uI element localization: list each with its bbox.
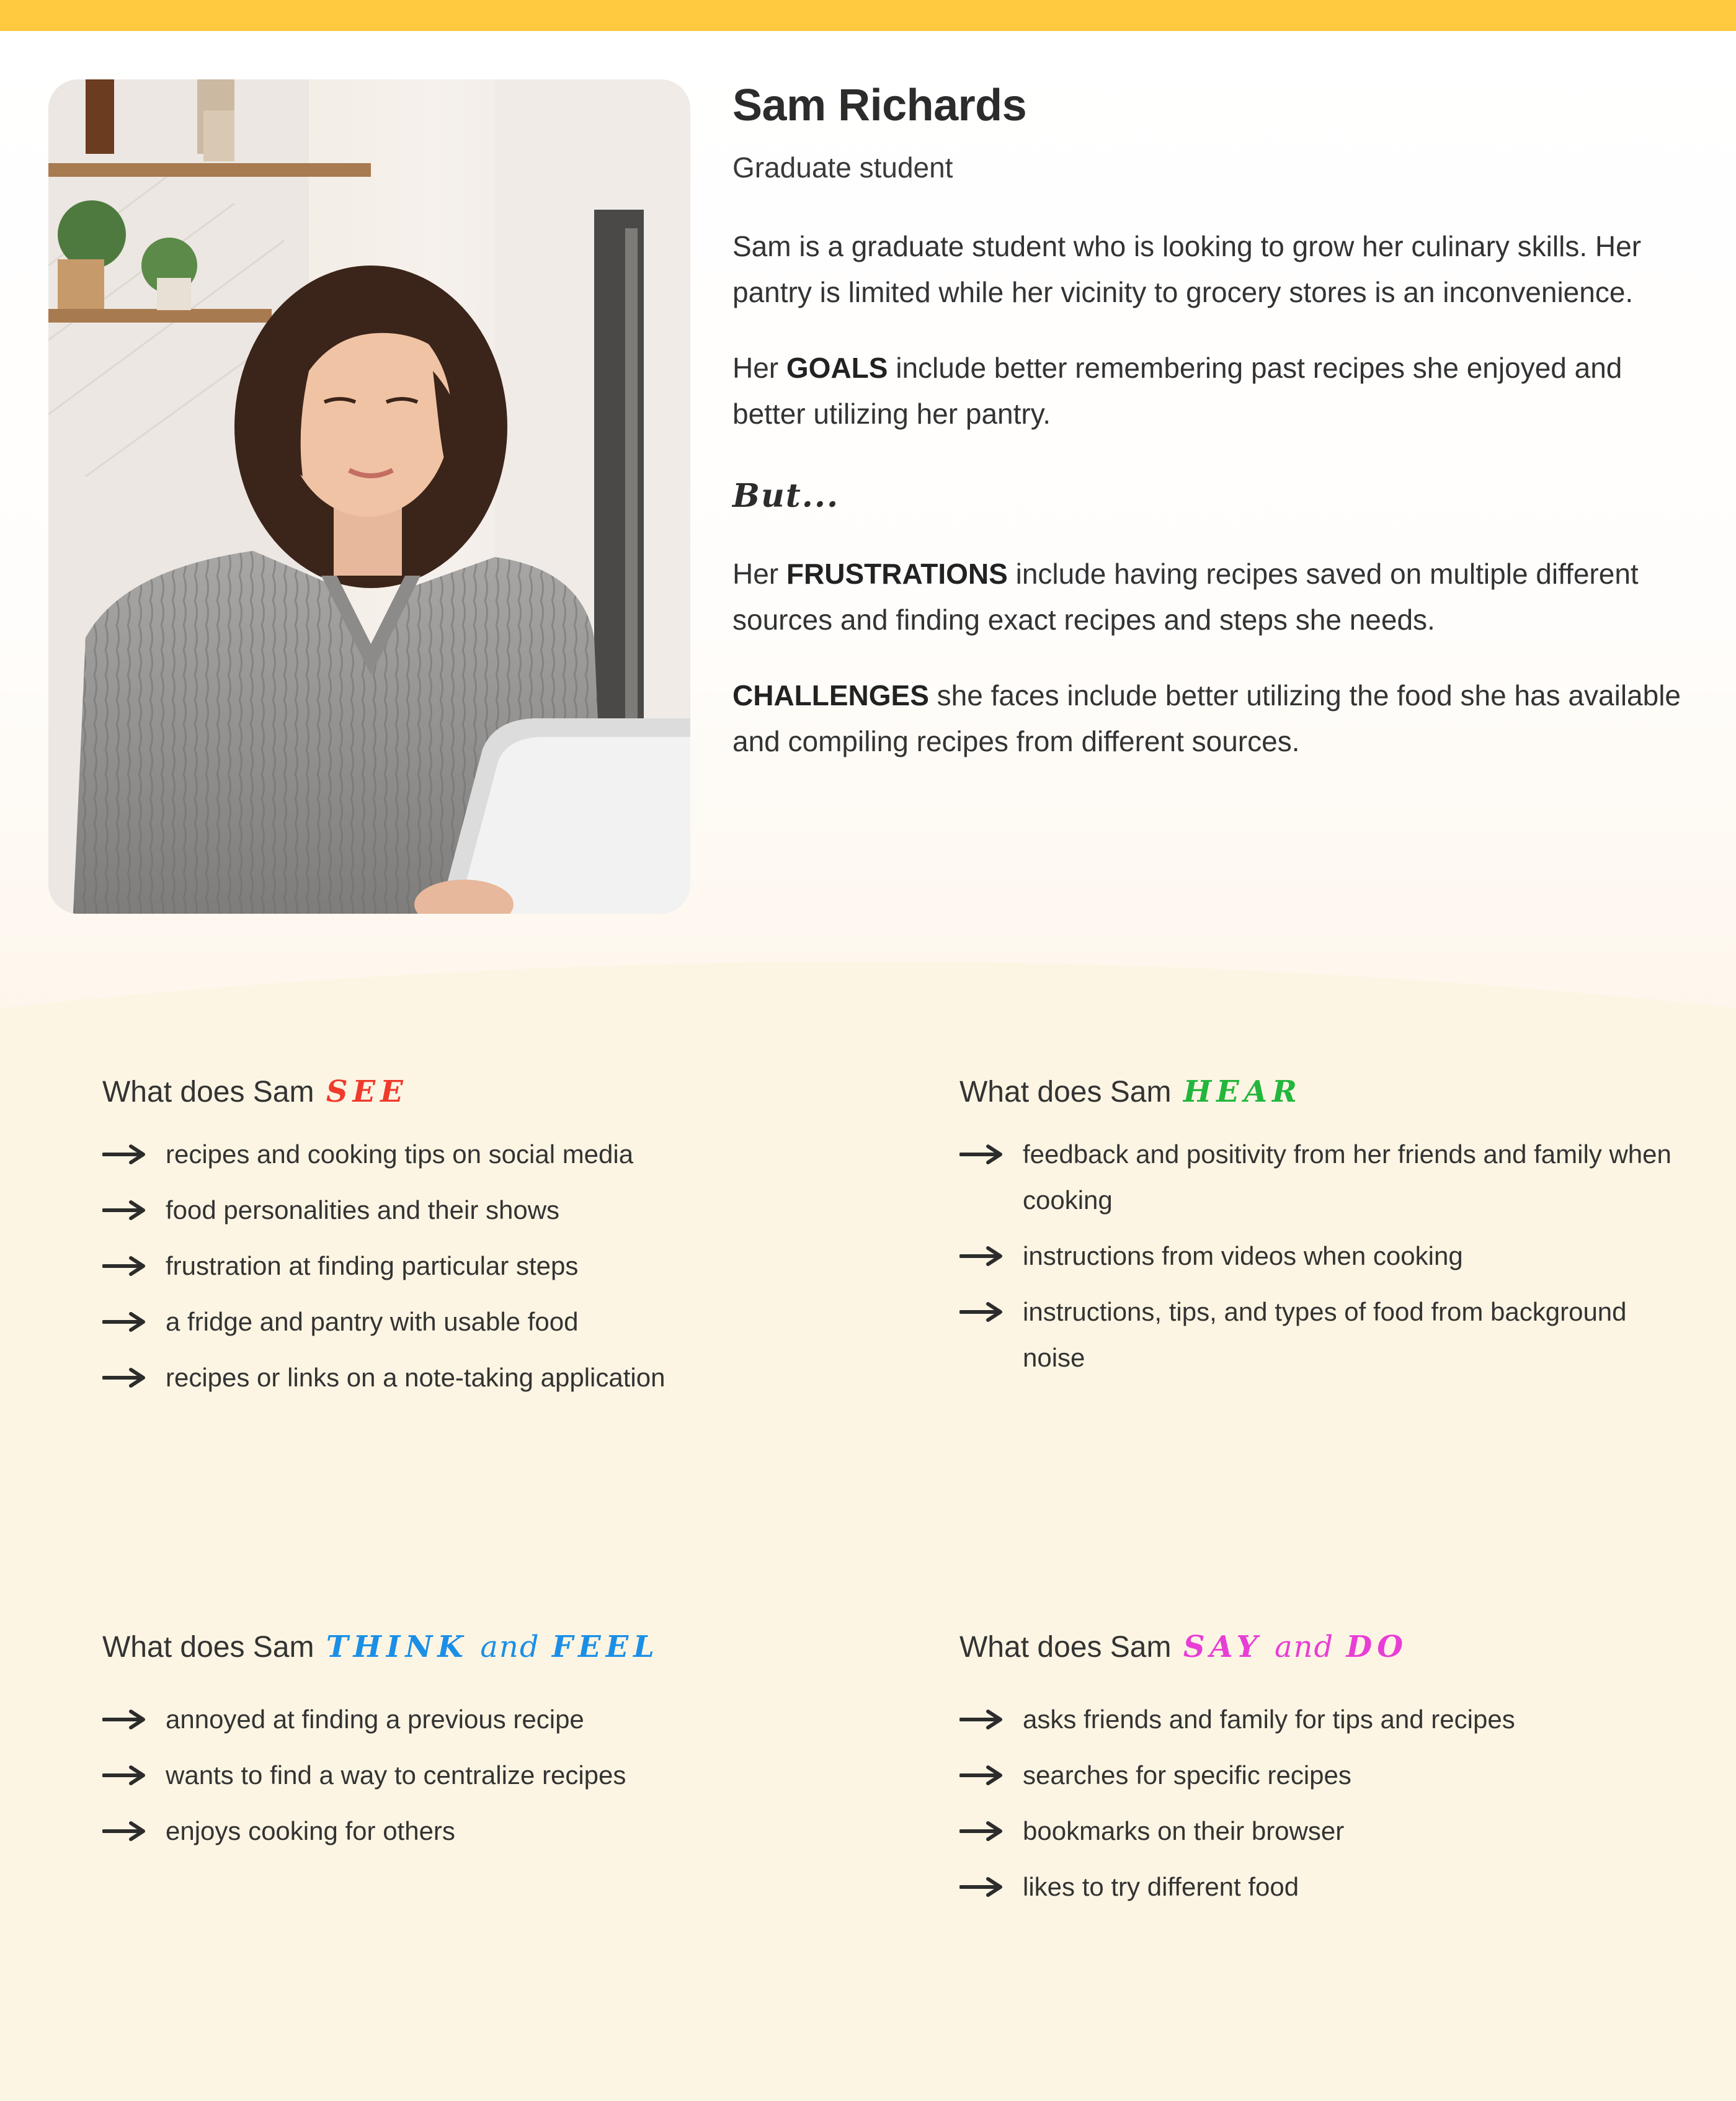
list-item bbox=[959, 1289, 1679, 1381]
goals-keyword: GOALS bbox=[786, 352, 888, 384]
list-item-text: enjoys cooking for others bbox=[166, 1816, 455, 1845]
list-item bbox=[102, 1131, 822, 1177]
persona-goals bbox=[732, 345, 1700, 437]
hear-list bbox=[959, 1131, 1679, 1381]
persona-challenges bbox=[732, 672, 1700, 764]
hear-section bbox=[959, 1070, 1679, 1391]
say-do-title bbox=[959, 1625, 1679, 1669]
hear-title-prefix: What does Sam bbox=[959, 1076, 1180, 1108]
arrow-right-icon bbox=[102, 1765, 147, 1786]
arrow-right-icon bbox=[102, 1709, 147, 1730]
challenges-text: she faces include better utilizing the food she has available and compiling recipes from different sources. bbox=[732, 679, 1681, 757]
persona-photo-illustration bbox=[48, 79, 690, 914]
think-accent: THINK bbox=[326, 1630, 468, 1664]
list-item-text: bookmarks on their browser bbox=[1023, 1816, 1345, 1845]
list-item bbox=[959, 1131, 1679, 1223]
do-accent: DO bbox=[1346, 1630, 1408, 1664]
list-item-text: searches for specific recipes bbox=[1023, 1760, 1351, 1790]
persona-description: Sam is a graduate student who is looking to grow her culinary skills. Her pantry is limited while her vicinity to grocery stores is an inconvenience. bbox=[732, 230, 1642, 308]
arrow-right-icon bbox=[959, 1876, 1004, 1898]
top-accent-bar bbox=[0, 0, 1736, 31]
think-feel-and: and bbox=[480, 1630, 540, 1664]
list-item-text: feedback and positivity from her friends and family when cooking bbox=[1023, 1140, 1671, 1215]
see-list bbox=[102, 1131, 822, 1401]
list-item bbox=[102, 1752, 822, 1798]
list-item-text: food personalities and their shows bbox=[166, 1195, 560, 1224]
list-item bbox=[959, 1864, 1679, 1910]
frustrations-prefix: Her bbox=[732, 558, 786, 590]
list-item-text: likes to try different food bbox=[1023, 1872, 1299, 1901]
arrow-right-icon bbox=[959, 1246, 1004, 1267]
goals-text: include better remembering past recipes she enjoyed and better utilizing her pantry. bbox=[732, 352, 1622, 430]
challenges-keyword: CHALLENGES bbox=[732, 679, 929, 711]
list-item bbox=[102, 1808, 822, 1854]
frustrations-keyword: FRUSTRATIONS bbox=[786, 558, 1008, 590]
see-title-prefix: What does Sam bbox=[102, 1076, 323, 1108]
arrow-right-icon bbox=[102, 1256, 147, 1277]
arrow-right-icon bbox=[959, 1301, 1004, 1323]
say-accent: SAY bbox=[1183, 1630, 1263, 1664]
list-item bbox=[959, 1697, 1679, 1742]
list-item bbox=[102, 1697, 822, 1742]
arrow-right-icon bbox=[959, 1709, 1004, 1730]
list-item-text: instructions from videos when cooking bbox=[1023, 1241, 1463, 1270]
list-item-text: recipes or links on a note-taking application bbox=[166, 1363, 665, 1392]
list-item-text: wants to find a way to centralize recipes bbox=[166, 1760, 626, 1790]
arrow-right-icon bbox=[102, 1200, 147, 1221]
persona-photo bbox=[48, 79, 690, 914]
but-transition: But... bbox=[732, 477, 840, 515]
say-do-list bbox=[959, 1697, 1679, 1910]
hear-title bbox=[959, 1070, 1679, 1114]
list-item-text: frustration at finding particular steps bbox=[166, 1251, 579, 1280]
see-accent: SEE bbox=[326, 1074, 408, 1109]
say-do-title-prefix: What does Sam bbox=[959, 1631, 1180, 1664]
list-item bbox=[102, 1355, 822, 1401]
see-title bbox=[102, 1070, 822, 1114]
think-feel-title bbox=[102, 1625, 822, 1669]
say-do-and: and bbox=[1274, 1630, 1335, 1664]
list-item-text: annoyed at finding a previous recipe bbox=[166, 1705, 584, 1734]
arrow-right-icon bbox=[102, 1311, 147, 1332]
list-item-text: instructions, tips, and types of food from background noise bbox=[1023, 1297, 1627, 1372]
hear-accent: HEAR bbox=[1183, 1074, 1302, 1109]
list-item bbox=[102, 1243, 822, 1289]
persona-frustrations bbox=[732, 551, 1700, 643]
list-item bbox=[959, 1808, 1679, 1854]
section-wave bbox=[0, 958, 1736, 1039]
arrow-right-icon bbox=[102, 1367, 147, 1388]
think-feel-section bbox=[102, 1625, 822, 1864]
persona-role: Graduate student bbox=[732, 151, 953, 184]
say-do-section bbox=[959, 1625, 1679, 1920]
list-item-text: recipes and cooking tips on social media bbox=[166, 1140, 634, 1169]
persona-bio bbox=[732, 74, 1700, 764]
arrow-right-icon bbox=[102, 1144, 147, 1165]
persona-name: Sam Richards bbox=[732, 81, 1027, 130]
think-feel-title-prefix: What does Sam bbox=[102, 1631, 323, 1664]
arrow-right-icon bbox=[959, 1821, 1004, 1842]
frustrations-text: include having recipes saved on multiple different sources and finding exact recipes and steps she needs. bbox=[732, 558, 1639, 636]
think-feel-list bbox=[102, 1697, 822, 1854]
list-item-text: asks friends and family for tips and recipes bbox=[1023, 1705, 1515, 1734]
list-item bbox=[102, 1187, 822, 1233]
feel-accent: FEEL bbox=[551, 1630, 659, 1664]
arrow-right-icon bbox=[959, 1144, 1004, 1165]
see-section bbox=[102, 1070, 822, 1411]
list-item bbox=[959, 1233, 1679, 1279]
goals-prefix: Her bbox=[732, 352, 786, 384]
arrow-right-icon bbox=[959, 1765, 1004, 1786]
arrow-right-icon bbox=[102, 1821, 147, 1842]
list-item-text: a fridge and pantry with usable food bbox=[166, 1307, 579, 1336]
list-item bbox=[959, 1752, 1679, 1798]
list-item bbox=[102, 1299, 822, 1345]
